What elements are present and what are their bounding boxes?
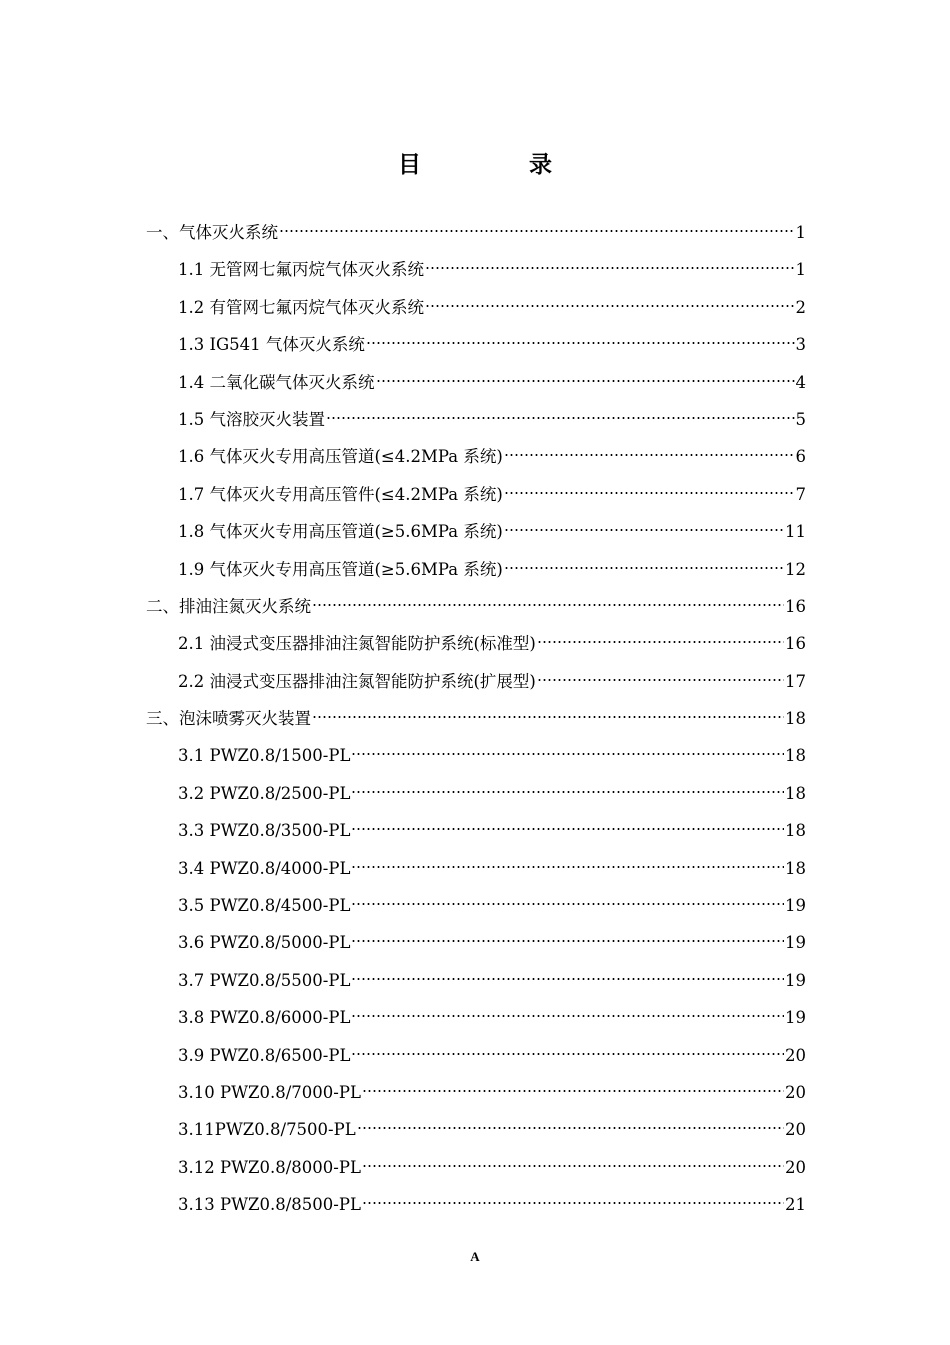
toc-entry-title: 1.7 气体灭火专用高压管件(≤4.2MPa 系统)	[178, 484, 503, 504]
toc-section-entry[interactable]	[146, 443, 806, 480]
toc-section-entry[interactable]	[146, 1004, 806, 1041]
toc-section-entry[interactable]	[146, 780, 806, 817]
toc-entry-title: 3.4 PWZ0.8/4000-PL	[178, 858, 351, 878]
toc-entry-title: 3.8 PWZ0.8/6000-PL	[178, 1008, 351, 1028]
toc-section-entry[interactable]	[146, 331, 806, 368]
toc-page-number: 18	[785, 821, 806, 841]
toc-section-entry[interactable]	[146, 1042, 806, 1079]
toc-dot-leader	[351, 751, 784, 757]
toc-page-number: 5	[795, 409, 806, 429]
toc-dot-leader	[351, 826, 784, 832]
toc-page-number: 18	[785, 746, 806, 766]
toc-dot-leader	[425, 303, 795, 309]
toc-page-number: 1	[795, 260, 806, 280]
toc-dot-leader	[366, 340, 795, 346]
toc-page-number: 16	[785, 634, 806, 654]
toc-dot-leader	[362, 1200, 784, 1206]
toc-dot-leader	[425, 265, 795, 271]
toc-entry-title: 3.10 PWZ0.8/7000-PL	[178, 1082, 361, 1102]
toc-chapter-entry[interactable]	[146, 705, 806, 742]
toc-dot-leader	[351, 1013, 784, 1019]
toc-page-number: 16	[785, 596, 806, 616]
toc-section-entry[interactable]	[146, 892, 806, 929]
toc-page-number: 4	[795, 372, 806, 392]
toc-section-entry[interactable]	[146, 406, 806, 443]
toc-page-number: 12	[785, 559, 806, 579]
toc-page-number: 18	[785, 783, 806, 803]
toc-chapter-entry[interactable]	[146, 593, 806, 630]
toc-entry-title: 3.7 PWZ0.8/5500-PL	[178, 970, 351, 990]
toc-section-entry[interactable]	[146, 1079, 806, 1116]
toc-page-number: 19	[785, 1008, 806, 1028]
toc-dot-leader	[351, 1051, 784, 1057]
toc-dot-leader	[351, 901, 784, 907]
toc-section-entry[interactable]	[146, 742, 806, 779]
toc-section-entry[interactable]	[146, 855, 806, 892]
toc-dot-leader	[376, 378, 795, 384]
toc-entry-title: 3.2 PWZ0.8/2500-PL	[178, 783, 351, 803]
toc-page-number: 11	[785, 522, 806, 542]
toc-entry-title: 1.2 有管网七氟丙烷气体灭火系统	[178, 297, 424, 317]
toc-page-number: 19	[785, 970, 806, 990]
toc-dot-leader	[362, 1163, 784, 1169]
toc-dot-leader	[504, 490, 795, 496]
toc-dot-leader	[357, 1125, 784, 1131]
toc-entry-title: 3.12 PWZ0.8/8000-PL	[178, 1157, 361, 1177]
toc-entry-title: 1.6 气体灭火专用高压管道(≤4.2MPa 系统)	[178, 447, 503, 467]
toc-page-number: 17	[785, 671, 806, 691]
toc-entry-title: 2.1 油浸式变压器排油注氮智能防护系统(标准型)	[178, 634, 536, 654]
toc-section-entry[interactable]	[146, 1154, 806, 1191]
toc-dot-leader	[312, 602, 784, 608]
toc-section-entry[interactable]	[146, 556, 806, 593]
toc-dot-leader	[351, 864, 784, 870]
toc-section-entry[interactable]	[146, 668, 806, 705]
toc-page-number: 20	[785, 1157, 806, 1177]
toc-dot-leader	[504, 452, 795, 458]
toc-page-number: 7	[795, 484, 806, 504]
page-footer-label: A	[470, 1249, 480, 1264]
toc-page-number: 1	[795, 223, 806, 242]
toc-page-number: 20	[785, 1045, 806, 1065]
toc-entry-title: 3.13 PWZ0.8/8500-PL	[178, 1195, 361, 1215]
page-title: 目 录	[397, 152, 602, 178]
toc-entry-title: 1.8 气体灭火专用高压管道(≥5.6MPa 系统)	[178, 522, 503, 542]
toc-entry-title: 3.3 PWZ0.8/3500-PL	[178, 821, 351, 841]
toc-section-entry[interactable]	[146, 256, 806, 293]
toc-section-entry[interactable]	[146, 1116, 806, 1153]
toc-section-entry[interactable]	[146, 967, 806, 1004]
toc-page-number: 19	[785, 896, 806, 916]
toc-entry-title: 3.5 PWZ0.8/4500-PL	[178, 896, 351, 916]
toc-page-number: 3	[795, 335, 806, 355]
toc-entry-title: 2.2 油浸式变压器排油注氮智能防护系统(扩展型)	[178, 671, 536, 691]
toc-dot-leader	[279, 228, 795, 234]
toc-entry-title: 3.11PWZ0.8/7500-PL	[178, 1120, 356, 1140]
toc-entry-title: 3.9 PWZ0.8/6500-PL	[178, 1045, 351, 1065]
toc-entry-title: 3.6 PWZ0.8/5000-PL	[178, 933, 351, 953]
toc-page-number: 20	[785, 1120, 806, 1140]
toc-entry-title: 1.1 无管网七氟丙烷气体灭火系统	[178, 260, 424, 280]
toc-entry-title: 1.4 二氧化碳气体灭火系统	[178, 372, 375, 392]
toc-entry-title: 3.1 PWZ0.8/1500-PL	[178, 746, 351, 766]
toc-dot-leader	[351, 938, 784, 944]
toc-section-entry[interactable]	[146, 481, 806, 518]
toc-dot-leader	[351, 789, 784, 795]
toc-chapter-entry[interactable]	[146, 219, 806, 256]
toc-entry-title: 二、排油注氮灭火系统	[146, 596, 311, 616]
toc-section-entry[interactable]	[146, 929, 806, 966]
toc-dot-leader	[326, 415, 795, 421]
toc-page-number: 21	[785, 1195, 806, 1215]
toc-dot-leader	[362, 1088, 784, 1094]
toc-entry-title: 1.9 气体灭火专用高压管道(≥5.6MPa 系统)	[178, 559, 503, 579]
toc-section-entry[interactable]	[146, 1191, 806, 1228]
toc-dot-leader	[312, 714, 784, 720]
toc-entry-title: 1.5 气溶胶灭火装置	[178, 409, 325, 429]
toc-section-entry[interactable]	[146, 630, 806, 667]
toc-dot-leader	[537, 677, 784, 683]
toc-entry-title: 1.3 IG541 气体灭火系统	[178, 335, 365, 355]
toc-section-entry[interactable]	[146, 817, 806, 854]
toc-dot-leader	[504, 565, 784, 571]
toc-dot-leader	[351, 976, 784, 982]
toc-page-number: 19	[785, 933, 806, 953]
toc-entry-title: 一、气体灭火系统	[146, 223, 278, 242]
toc-page-number: 18	[785, 709, 806, 729]
toc-page-number: 18	[785, 858, 806, 878]
toc-page-number: 6	[795, 447, 806, 467]
toc-section-entry[interactable]	[146, 518, 806, 555]
table-of-contents	[146, 219, 806, 1229]
toc-entry-title: 三、泡沫喷雾灭火装置	[146, 709, 311, 729]
toc-section-entry[interactable]	[146, 294, 806, 331]
toc-page-number: 20	[785, 1082, 806, 1102]
toc-section-entry[interactable]	[146, 369, 806, 406]
toc-dot-leader	[504, 527, 784, 533]
toc-page-number: 2	[795, 297, 806, 317]
toc-dot-leader	[537, 639, 784, 645]
